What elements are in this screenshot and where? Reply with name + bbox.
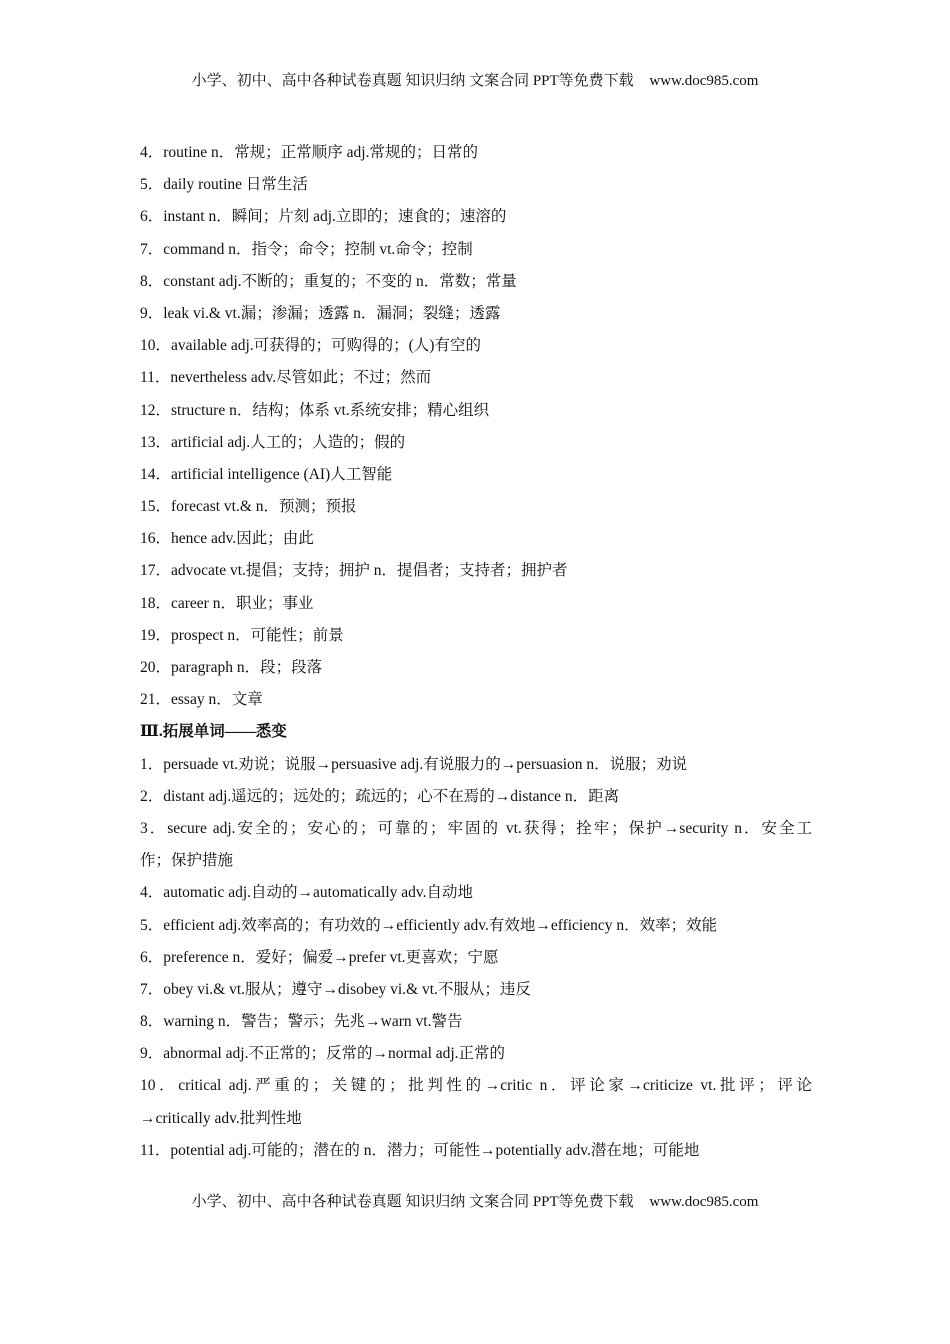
vocab-entry: 15．forecast vt.& n．预测；预报	[140, 498, 357, 516]
vocab-entry: 12．structure n．结构；体系 vt.系统安排；精心组织	[140, 401, 490, 419]
vocab-entry: 18．career n．职业；事业	[140, 594, 314, 612]
vocab-entry: 16．hence adv.因此；由此	[140, 530, 314, 548]
footer-text: 小学、初中、高中各种试卷真题 知识归纳 文案合同 PPT等免费下载	[191, 1194, 634, 1210]
vocab-entry: 2．distant adj.遥远的；远处的；疏远的；心不在焉的→distance n．距离	[140, 787, 620, 805]
vocab-entry: 10．critical adj.严重的；关键的；批判性的→critic n．评论家→criticize vt.批评；评论	[140, 1077, 812, 1095]
page-footer	[0, 1190, 950, 1211]
vocab-entry: 8．constant adj.不断的；重复的；不变的 n．常数；常量	[140, 272, 517, 290]
vocab-entry: 6．preference n．爱好；偏爱→prefer vt.更喜欢；宁愿	[140, 948, 499, 966]
vocab-entry: 9．leak vi.& vt.漏；渗漏；透露 n．漏洞；裂缝；透露	[140, 304, 501, 322]
vocab-entry: 4．automatic adj.自动的→automatically adv.自动地	[140, 884, 474, 902]
vocab-entry: 11．potential adj.可能的；潜在的 n．潜力；可能性→potentially adv.潜在地；可能地	[140, 1141, 700, 1159]
vocab-entry: 4．routine n．常规；正常顺序 adj.常规的；日常的	[140, 144, 478, 161]
vocab-entry: 11．nevertheless adv.尽管如此；不过；然而	[140, 369, 432, 387]
section-heading: Ⅲ.拓展单词——悉变	[140, 723, 287, 741]
vocab-entry: 10．available adj.可获得的；可购得的；(人)有空的	[140, 337, 481, 355]
vocab-entry: 7．command n．指令；命令；控制 vt.命令；控制	[140, 240, 473, 258]
vocab-entry: 17．advocate vt.提倡；支持；拥护 n．提倡者；支持者；拥护者	[140, 562, 568, 580]
header-site-link[interactable]: www.doc985.com	[649, 73, 759, 89]
vocab-entry: 20．paragraph n．段；段落	[140, 659, 323, 676]
vocab-entry: 9．abnormal adj.不正常的；反常的→normal adj.正常的	[140, 1045, 506, 1063]
vocab-entry: 5．efficient adj.效率高的；有功效的→efficiently adv.有效地→efficiency n．效率；效能	[140, 916, 718, 934]
vocab-entry: →critically adv.批判性地	[140, 1109, 302, 1127]
vocab-entry: 7．obey vi.& vt.服从；遵守→disobey vi.& vt.不服从；违反	[140, 980, 531, 998]
vocab-entry: 作；保护措施	[140, 852, 234, 870]
vocab-entry: 6．instant n．瞬间；片刻 adj.立即的；速食的；速溶的	[140, 208, 507, 226]
vocabulary-list	[140, 137, 812, 1167]
header-text: 小学、初中、高中各种试卷真题 知识归纳 文案合同 PPT等免费下载	[191, 73, 634, 89]
vocab-entry: 13．artificial adj.人工的；人造的；假的	[140, 433, 406, 451]
vocab-entry: 19．prospect n．可能性；前景	[140, 626, 344, 644]
page-header	[0, 69, 950, 90]
footer-site-link[interactable]: www.doc985.com	[649, 1194, 759, 1210]
vocab-entry: 3．secure adj.安全的；安心的；可靠的；牢固的 vt.获得；拴牢；保护→security n．安全工	[140, 819, 812, 837]
vocab-entry: 5．daily routine 日常生活	[140, 176, 308, 194]
vocab-entry: 8．warning n．警告；警示；先兆→warn vt.警告	[140, 1013, 463, 1031]
vocab-entry: 21．essay n．文章	[140, 691, 263, 709]
vocab-entry: 1．persuade vt.劝说；说服→persuasive adj.有说服力的→persuasion n．说服；劝说	[140, 755, 688, 773]
vocab-entry: 14．artificial intelligence (AI)人工智能	[140, 465, 393, 483]
